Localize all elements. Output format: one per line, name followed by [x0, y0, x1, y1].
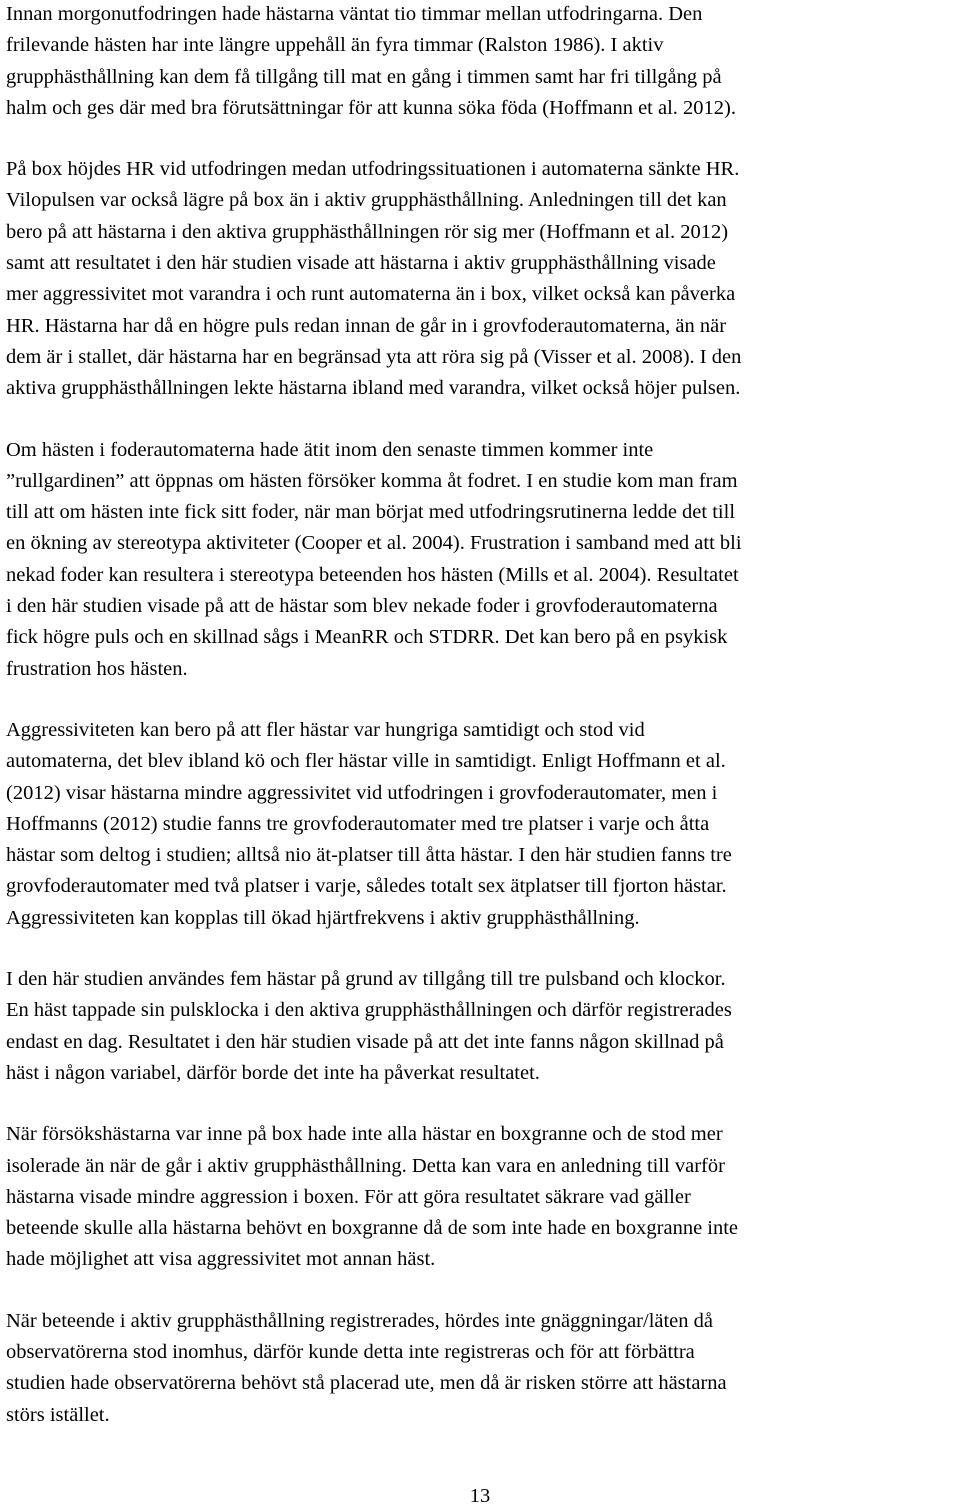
- text-line: studien hade observatörerna behövt stå placerad ute, men då är risken större att hästarna: [6, 1372, 727, 1395]
- text-line: isolerade än när de går i aktiv grupphästhållning. Detta kan vara en anledning till varför: [6, 1154, 725, 1177]
- text-line: hade möjlighet att visa aggressivitet mot annan häst.: [6, 1248, 436, 1271]
- text-line: En häst tappade sin pulsklocka i den aktiva grupphästhållningen och därför registrerades: [6, 999, 732, 1022]
- paragraph-study-horses: [6, 964, 956, 1089]
- text-line: i den här studien visade på att de hästar som blev nekade foder i grovfoderautomaterna: [6, 595, 718, 618]
- text-line: beteende skulle alla hästarna behövt en boxgranne då de som inte hade en boxgranne inte: [6, 1217, 739, 1240]
- text-line: Aggressiviteten kan bero på att fler hästar var hungriga samtidigt och stod vid: [6, 718, 645, 741]
- text-line: Aggressiviteten kan kopplas till ökad hjärtfrekvens i aktiv grupphästhållning.: [6, 906, 640, 929]
- text-line: Vilopulsen var också lägre på box än i aktiv grupphästhållning. Anledningen till det kan: [6, 189, 727, 212]
- text-line: observatörerna stod inomhus, därför kunde detta inte registreras och för att förbättra: [6, 1340, 695, 1363]
- paragraph-heart-rate-box: [6, 154, 956, 404]
- text-line: hästar som deltog i studien; alltså nio ät-platser till åtta hästar. I den här studien fanns tre: [6, 844, 732, 867]
- text-line: till att om hästen inte fick sitt foder, när man börjat med utfodringsrutinerna ledde det till: [6, 501, 736, 524]
- text-line: HR. Hästarna har då en högre puls redan innan de går in i grovfoderautomaterna, än när: [6, 314, 727, 337]
- paragraph-feeding-intervals: [6, 0, 956, 124]
- text-line: störs istället.: [6, 1403, 110, 1426]
- text-line: Om hästen i foderautomaterna hade ätit inom den senaste timmen kommer inte: [6, 438, 654, 461]
- text-line: halm och ges där med bra förutsättningar för att kunna söka föda (Hoffmann et al. 2012).: [6, 96, 736, 119]
- text-line: ”rullgardinen” att öppnas om hästen försöker komma åt fodret. I en studie kom man fram: [6, 469, 738, 492]
- text-line: mer aggressivitet mot varandra i och runt automaterna än i box, vilket också kan påverka: [6, 283, 736, 306]
- text-line: I den här studien användes fem hästar på grund av tillgång till tre pulsband och klockor.: [6, 968, 726, 991]
- text-line: När beteende i aktiv grupphästhållning registrerades, hördes inte gnäggningar/läten då: [6, 1309, 714, 1332]
- text-line: fick högre puls och en skillnad sågs i MeanRR och STDRR. Det kan bero på en psykisk: [6, 626, 728, 649]
- text-line: aktiva grupphästhållningen lekte hästarna ibland med varandra, vilket också höjer pulsen.: [6, 377, 741, 400]
- text-line: dem är i stallet, där hästarna har en begränsad yta att röra sig på (Visser et al. 2008). I den: [6, 345, 742, 368]
- text-line: På box höjdes HR vid utfodringen medan utfodringssituationen i automaterna sänkte HR.: [6, 158, 740, 181]
- paragraph-box-neighbours: [6, 1119, 956, 1275]
- text-line: grupphästhållning kan dem få tillgång till mat en gång i timmen samt har fri tillgång på: [6, 65, 722, 88]
- text-line: samt att resultatet i den här studien visade att hästarna i aktiv grupphästhållning visade: [6, 252, 716, 275]
- text-line: hästarna visade mindre aggression i boxen. För att göra resultatet säkrare vad gäller: [6, 1185, 691, 1208]
- text-line: automaterna, det blev ibland kö och fler hästar ville in samtidigt. Enligt Hoffmann et al.: [6, 750, 726, 773]
- text-line: häst i någon variabel, därför borde det inte ha påverkat resultatet.: [6, 1061, 540, 1084]
- text-line: När försökshästarna var inne på box hade inte alla hästar en boxgranne och de stod mer: [6, 1123, 723, 1146]
- text-line: endast en dag. Resultatet i den här studien visade på att det inte fanns någon skillnad på: [6, 1030, 724, 1053]
- text-line: grovfoderautomater med två platser i varje, således totalt sex ätplatser till fjorton hästar.: [6, 875, 727, 898]
- text-line: Innan morgonutfodringen hade hästarna väntat tio timmar mellan utfodringarna. Den: [6, 3, 703, 25]
- paragraph-frustration: [6, 435, 956, 685]
- text-line: nekad foder kan resultera i stereotypa beteenden hos hästen (Mills et al. 2004). Resultatet: [6, 563, 739, 586]
- text-line: bero på att hästarna i den aktiva grupphästhållningen rör sig mer (Hoffmann et al. 2012): [6, 220, 729, 243]
- text-line: frilevande hästen har inte längre uppehåll än fyra timmar (Ralston 1986). I aktiv: [6, 34, 664, 57]
- paragraph-observation: [6, 1306, 956, 1431]
- paragraph-aggression: [6, 715, 956, 934]
- text-line: (2012) visar hästarna mindre aggressivitet vid utfodringen i grovfoderautomater, men i: [6, 781, 718, 804]
- page-number: 13: [469, 1485, 491, 1507]
- text-line: Hoffmanns (2012) studie fanns tre grovfoderautomater med tre platser i varje och åtta: [6, 812, 710, 835]
- text-line: frustration hos hästen.: [6, 657, 188, 680]
- text-line: en ökning av stereotypa aktiviteter (Cooper et al. 2004). Frustration i samband med att bli: [6, 532, 742, 555]
- body-text: [6, 0, 956, 1431]
